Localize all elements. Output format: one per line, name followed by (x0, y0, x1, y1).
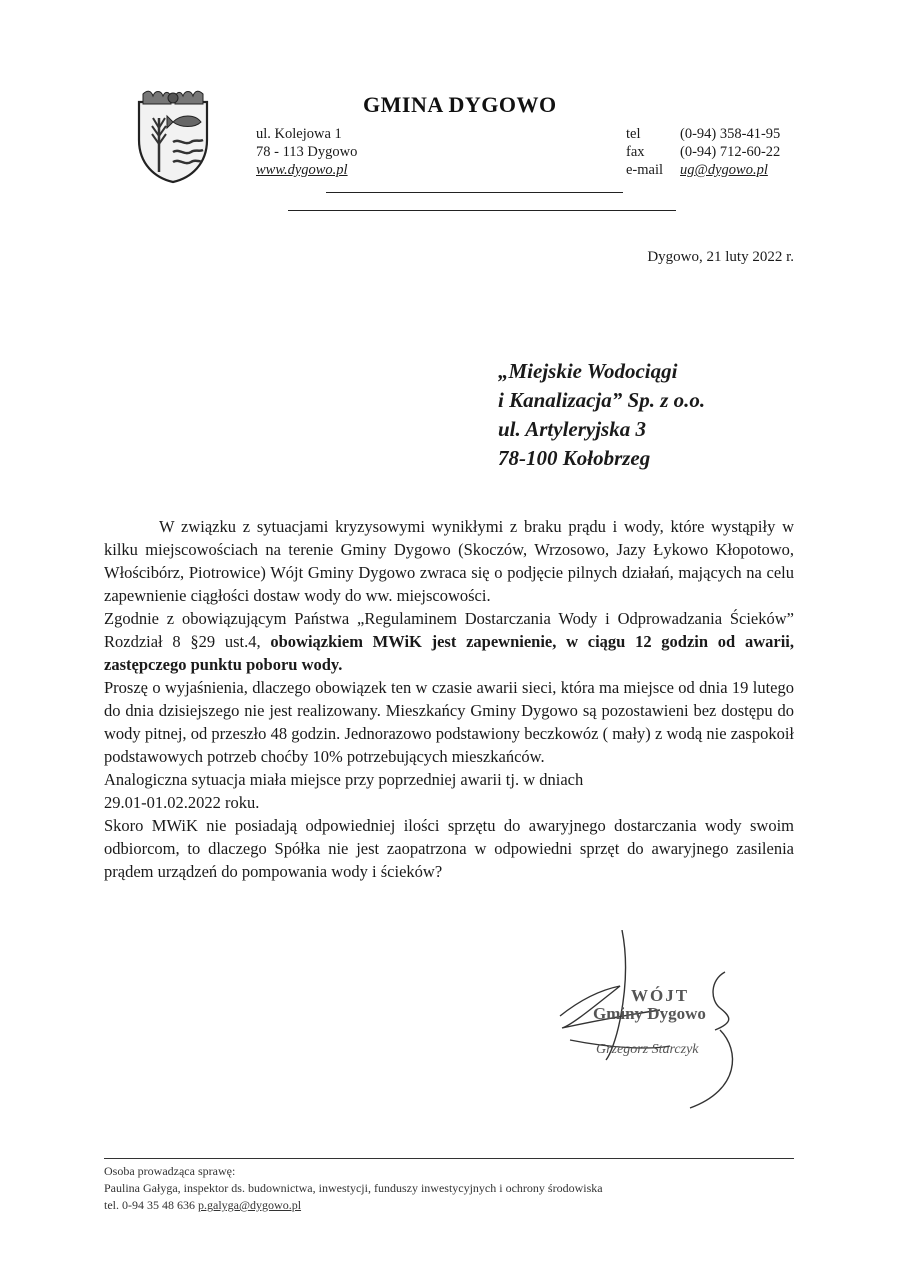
signature-title: WÓJT (631, 986, 690, 1005)
contact-row-fax (626, 143, 780, 161)
contact-row-email (626, 161, 780, 179)
contact-label: e-mail (626, 162, 664, 178)
contact-row-tel (626, 125, 780, 143)
body-paragraph (104, 607, 794, 676)
body-paragraph: Proszę o wyjaśnienia, dlaczego obowiązek ten w czasie awarii sieci, która ma miejsce od dnia 19 lutego do dnia dzisiejszego nie jest realizowany. Mieszkańcy Gminy Dygowo są pozostawieni bez dostępu do wody pitnej, od przeszło 48 godzin. Jednorazowo podstawiony beczkowóz ( mały) z wodą nie zaspokoił podstawowych potrzeb choćby 10% potrzebujących mieszkańców. (104, 678, 794, 766)
recipient-line: 78-100 Kołobrzeg (498, 446, 651, 470)
address-street: ul. Kolejowa 1 (256, 126, 342, 142)
website-link[interactable]: www.dygowo.pl (256, 162, 348, 178)
footer-line: Osoba prowadząca sprawę: (104, 1164, 236, 1178)
footer-divider (104, 1158, 794, 1159)
signature-name: Grzegorz Starczyk (596, 1042, 699, 1057)
letterhead-title: GMINA DYGOWO (363, 92, 557, 117)
handwritten-signature (550, 930, 750, 1120)
letter-body (104, 515, 794, 883)
footer-line (104, 1197, 603, 1214)
address-block (256, 125, 357, 179)
recipient-address (498, 357, 705, 473)
body-paragraph: 29.01-01.02.2022 roku. (104, 793, 260, 812)
body-text-bold: obowiązkiem MWiK jest zapewnienie, w ciągu 12 godzin od awarii, zastępczego punktu poboru wody. (104, 632, 794, 674)
contact-label: tel (626, 126, 641, 142)
address-postal-city: 78 - 113 Dygowo (256, 144, 358, 160)
recipient-line: „Miejskie Wodociągi (498, 359, 678, 383)
contact-label: fax (626, 144, 645, 160)
signature-subtitle: Gminy Dygowo (593, 1004, 706, 1023)
footer (104, 1163, 603, 1214)
body-paragraph: Analogiczna sytuacja miała miejsce przy poprzedniej awarii tj. w dniach (104, 770, 584, 789)
footer-email-link[interactable]: p.galyga@dygowo.pl (198, 1198, 302, 1212)
recipient-line: ul. Artyleryjska 3 (498, 417, 646, 441)
recipient-line: i Kanalizacja” Sp. z o.o. (498, 388, 706, 412)
contact-block (626, 125, 780, 179)
header-divider (288, 210, 676, 211)
email-link[interactable]: ug@dygowo.pl (680, 162, 768, 178)
contact-value: (0-94) 358-41-95 (680, 126, 781, 142)
footer-line: Paulina Gałyga, inspektor ds. budownictwa, inwestycji, funduszy inwestycyjnych i ochrony środowiska (104, 1181, 603, 1195)
contact-value: (0-94) 712-60-22 (680, 144, 781, 160)
body-paragraph: Skoro MWiK nie posiadają odpowiedniej ilości sprzętu do awaryjnego dostarczania wody swoim odbiorcom, to dlaczego Spółka nie jest zaopatrzona w odpowiedni sprzęt do awaryjnego zasilenia prądem urządzeń do pompowania wody i ścieków? (104, 816, 794, 881)
letter-date: Dygowo, 21 luty 2022 r. (647, 249, 794, 265)
footer-phone: tel. 0-94 35 48 636 (104, 1198, 198, 1212)
body-text: Zgodnie z obowiązującym Państwa „Regulaminem Dostarczania Wody i Odprowadzania Ścieków” Rozdział 8 §29 ust.4, (104, 609, 794, 651)
header-divider (326, 192, 623, 193)
coat-of-arms-logo (133, 88, 213, 184)
body-paragraph: W związku z sytuacjami kryzysowymi wynikłymi z braku prądu i wody, które wystąpiły w kilku miejscowościach na terenie Gminy Dygowo (Skoczów, Wrzosowo, Jazy Łykowo Kłopotowo, Włościbórz, Piotrowice) Wójt Gminy Dygowo zwraca się o podjęcie pilnych działań, mających na celu zapewnienie ciągłości dostaw wody do ww. miejscowości. (104, 517, 794, 605)
